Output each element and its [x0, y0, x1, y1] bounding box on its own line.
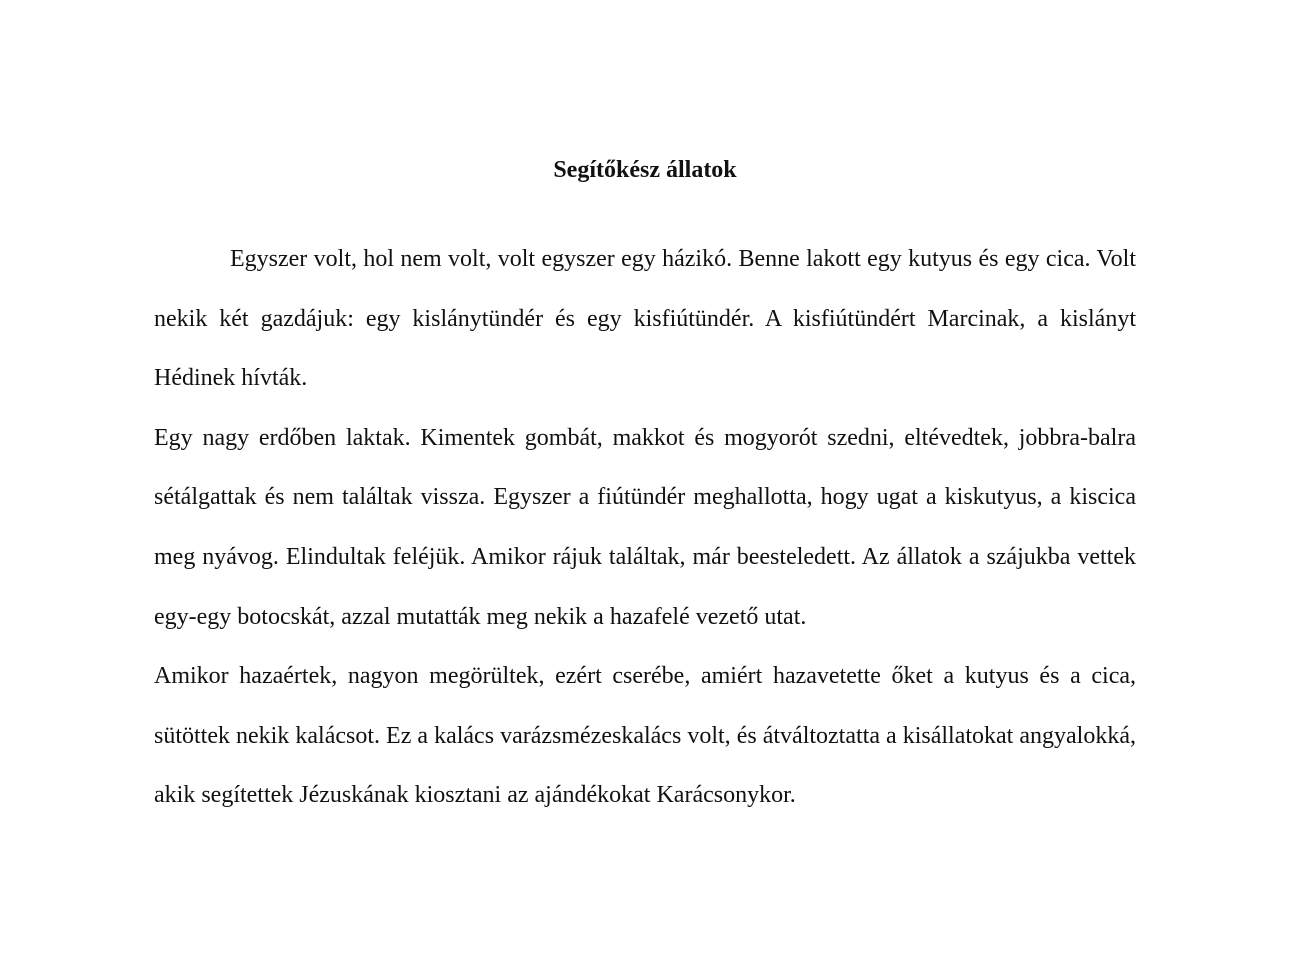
paragraph-2: Egy nagy erdőben laktak. Kimentek gombát, makkot és mogyorót szedni, eltévedtek, jobbra-balra sétálgattak és nem találtak vissza. Egyszer a fiútündér meghallotta, hogy ugat a kiskutyus, a kiscica meg nyávog. Elindultak feléjük. Amikor rájuk találtak, már beesteledett. Az állatok a szájukba vettek egy-egy botocskát, azzal mutatták meg nekik a hazafelé vezető utat. [154, 424, 1136, 630]
document-body [154, 230, 1136, 826]
document-title: Segítőkész állatok [553, 157, 737, 183]
paragraph-3: Amikor hazaértek, nagyon megörültek, ezért cserébe, amiért hazavetette őket a kutyus és a cica, sütöttek nekik kalácsot. Ez a kalács varázsmézeskalács volt, és átváltoztatta a kisállatokat angyalokká, akik segítettek Jézuskának kiosztani az ajándékokat Karácsonykor. [154, 663, 1136, 809]
paragraph-1: Egyszer volt, hol nem volt, volt egyszer egy házikó. Benne lakott egy kutyus és egy cica. Volt nekik két gazdájuk: egy kislánytündér és egy kisfiútündér. A kisfiútündért Marcinak, a kislányt Hédinek hívták. [154, 246, 1136, 392]
